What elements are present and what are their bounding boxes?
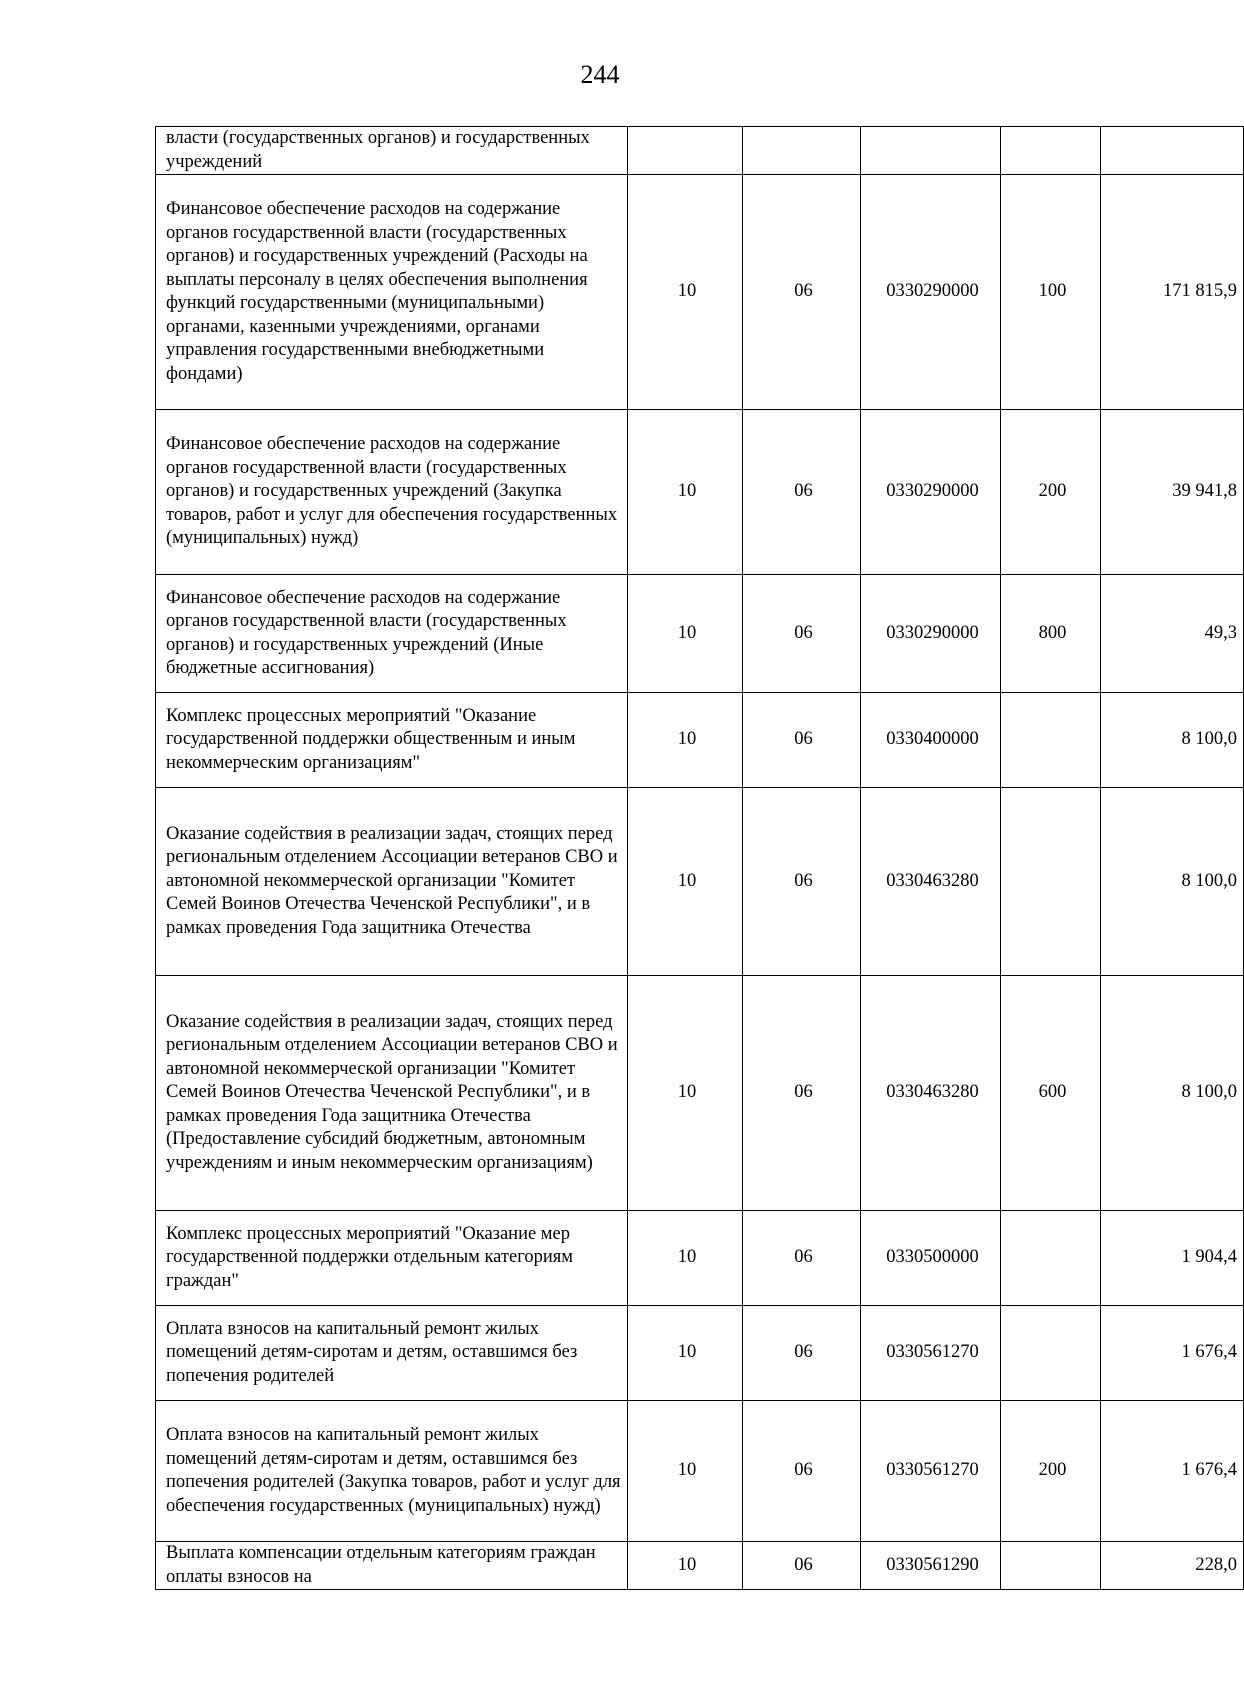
row-section: 10 xyxy=(628,1542,743,1590)
row-section: 10 xyxy=(628,1306,743,1401)
row-name: Оплата взносов на капитальный ремонт жилых помещений детям-сиротам и детям, оставшимся без попечения родителей (Закупка товаров, работ и услуг для обеспечения государственных (муниципальных) нужд) xyxy=(156,1401,628,1542)
row-sum: 8 100,0 xyxy=(1101,976,1244,1211)
table-row xyxy=(156,1542,1244,1590)
row-target-article: 0330463280 xyxy=(861,976,1001,1211)
row-target-article: 0330561270 xyxy=(861,1401,1001,1542)
row-section: 10 xyxy=(628,1401,743,1542)
row-expense-type xyxy=(1001,127,1101,175)
row-target-article: 0330561290 xyxy=(861,1542,1001,1590)
row-sum: 49,3 xyxy=(1101,575,1244,693)
table-row xyxy=(156,788,1244,976)
row-target-article: 0330290000 xyxy=(861,410,1001,575)
row-name: Выплата компенсации отдельным категориям граждан оплаты взносов на xyxy=(156,1542,628,1590)
row-sum: 1 904,4 xyxy=(1101,1211,1244,1306)
row-section: 10 xyxy=(628,788,743,976)
row-name: Комплекс процессных мероприятий "Оказание мер государственной поддержки отдельным категориям граждан" xyxy=(156,1211,628,1306)
table-row xyxy=(156,693,1244,788)
row-expense-type: 100 xyxy=(1001,175,1101,410)
row-expense-type: 600 xyxy=(1001,976,1101,1211)
table-row xyxy=(156,1401,1244,1542)
row-subsection: 06 xyxy=(743,175,861,410)
row-name: Оплата взносов на капитальный ремонт жилых помещений детям-сиротам и детям, оставшимся без попечения родителей xyxy=(156,1306,628,1401)
row-target-article: 0330561270 xyxy=(861,1306,1001,1401)
row-target-article: 0330500000 xyxy=(861,1211,1001,1306)
row-name: Финансовое обеспечение расходов на содержание органов государственной власти (государственных органов) и государственных учреждений (Иные бюджетные ассигнования) xyxy=(156,575,628,693)
row-name: Оказание содействия в реализации задач, стоящих перед региональным отделением Ассоциации ветеранов СВО и автономной некоммерческой организации "Комитет Семей Воинов Отечества Чеченской Республики", и в рамках проведения Года защитника Отечества (Предоставление субсидий бюджетным, автономным учреждениям и иным некоммерческим организациям) xyxy=(156,976,628,1211)
row-sum: 8 100,0 xyxy=(1101,788,1244,976)
budget-table xyxy=(155,126,1244,1590)
row-subsection: 06 xyxy=(743,693,861,788)
row-target-article: 0330290000 xyxy=(861,575,1001,693)
table-row xyxy=(156,575,1244,693)
table-row xyxy=(156,175,1244,410)
table-row xyxy=(156,976,1244,1211)
row-expense-type: 800 xyxy=(1001,575,1101,693)
row-name: Комплекс процессных мероприятий "Оказание государственной поддержки общественным и иным некоммерческим организациям" xyxy=(156,693,628,788)
table-row xyxy=(156,1211,1244,1306)
row-subsection: 06 xyxy=(743,575,861,693)
row-expense-type xyxy=(1001,1211,1101,1306)
row-name: Финансовое обеспечение расходов на содержание органов государственной власти (государственных органов) и государственных учреждений (Расходы на выплаты персоналу в целях обеспечения выполнения функций государственными (муниципальными) органами, казенными учреждениями, органами управления государственными внебюджетными фондами) xyxy=(156,175,628,410)
row-expense-type xyxy=(1001,693,1101,788)
row-sum: 8 100,0 xyxy=(1101,693,1244,788)
page-number: 244 xyxy=(580,60,620,89)
row-target-article: 0330400000 xyxy=(861,693,1001,788)
row-expense-type xyxy=(1001,788,1101,976)
row-target-article xyxy=(861,127,1001,175)
row-sum: 1 676,4 xyxy=(1101,1306,1244,1401)
row-subsection: 06 xyxy=(743,1306,861,1401)
row-section: 10 xyxy=(628,693,743,788)
row-section xyxy=(628,127,743,175)
row-subsection: 06 xyxy=(743,1542,861,1590)
row-section: 10 xyxy=(628,410,743,575)
row-expense-type: 200 xyxy=(1001,410,1101,575)
row-sum: 171 815,9 xyxy=(1101,175,1244,410)
row-sum xyxy=(1101,127,1244,175)
row-sum: 228,0 xyxy=(1101,1542,1244,1590)
row-subsection: 06 xyxy=(743,1401,861,1542)
row-target-article: 0330290000 xyxy=(861,175,1001,410)
row-subsection: 06 xyxy=(743,976,861,1211)
row-subsection: 06 xyxy=(743,1211,861,1306)
row-expense-type xyxy=(1001,1542,1101,1590)
row-subsection: 06 xyxy=(743,788,861,976)
row-target-article: 0330463280 xyxy=(861,788,1001,976)
row-sum: 39 941,8 xyxy=(1101,410,1244,575)
table-row xyxy=(156,127,1244,175)
row-subsection xyxy=(743,127,861,175)
row-section: 10 xyxy=(628,175,743,410)
row-expense-type: 200 xyxy=(1001,1401,1101,1542)
row-sum: 1 676,4 xyxy=(1101,1401,1244,1542)
row-subsection: 06 xyxy=(743,410,861,575)
row-section: 10 xyxy=(628,1211,743,1306)
row-name: власти (государственных органов) и государственных учреждений xyxy=(156,127,628,175)
row-section: 10 xyxy=(628,575,743,693)
row-name: Финансовое обеспечение расходов на содержание органов государственной власти (государственных органов) и государственных учреждений (Закупка товаров, работ и услуг для обеспечения государственных (муниципальных) нужд) xyxy=(156,410,628,575)
row-section: 10 xyxy=(628,976,743,1211)
row-name: Оказание содействия в реализации задач, стоящих перед региональным отделением Ассоциации ветеранов СВО и автономной некоммерческой организации "Комитет Семей Воинов Отечества Чеченской Республики", и в рамках проведения Года защитника Отечества xyxy=(156,788,628,976)
table-row xyxy=(156,1306,1244,1401)
row-expense-type xyxy=(1001,1306,1101,1401)
table-row xyxy=(156,410,1244,575)
